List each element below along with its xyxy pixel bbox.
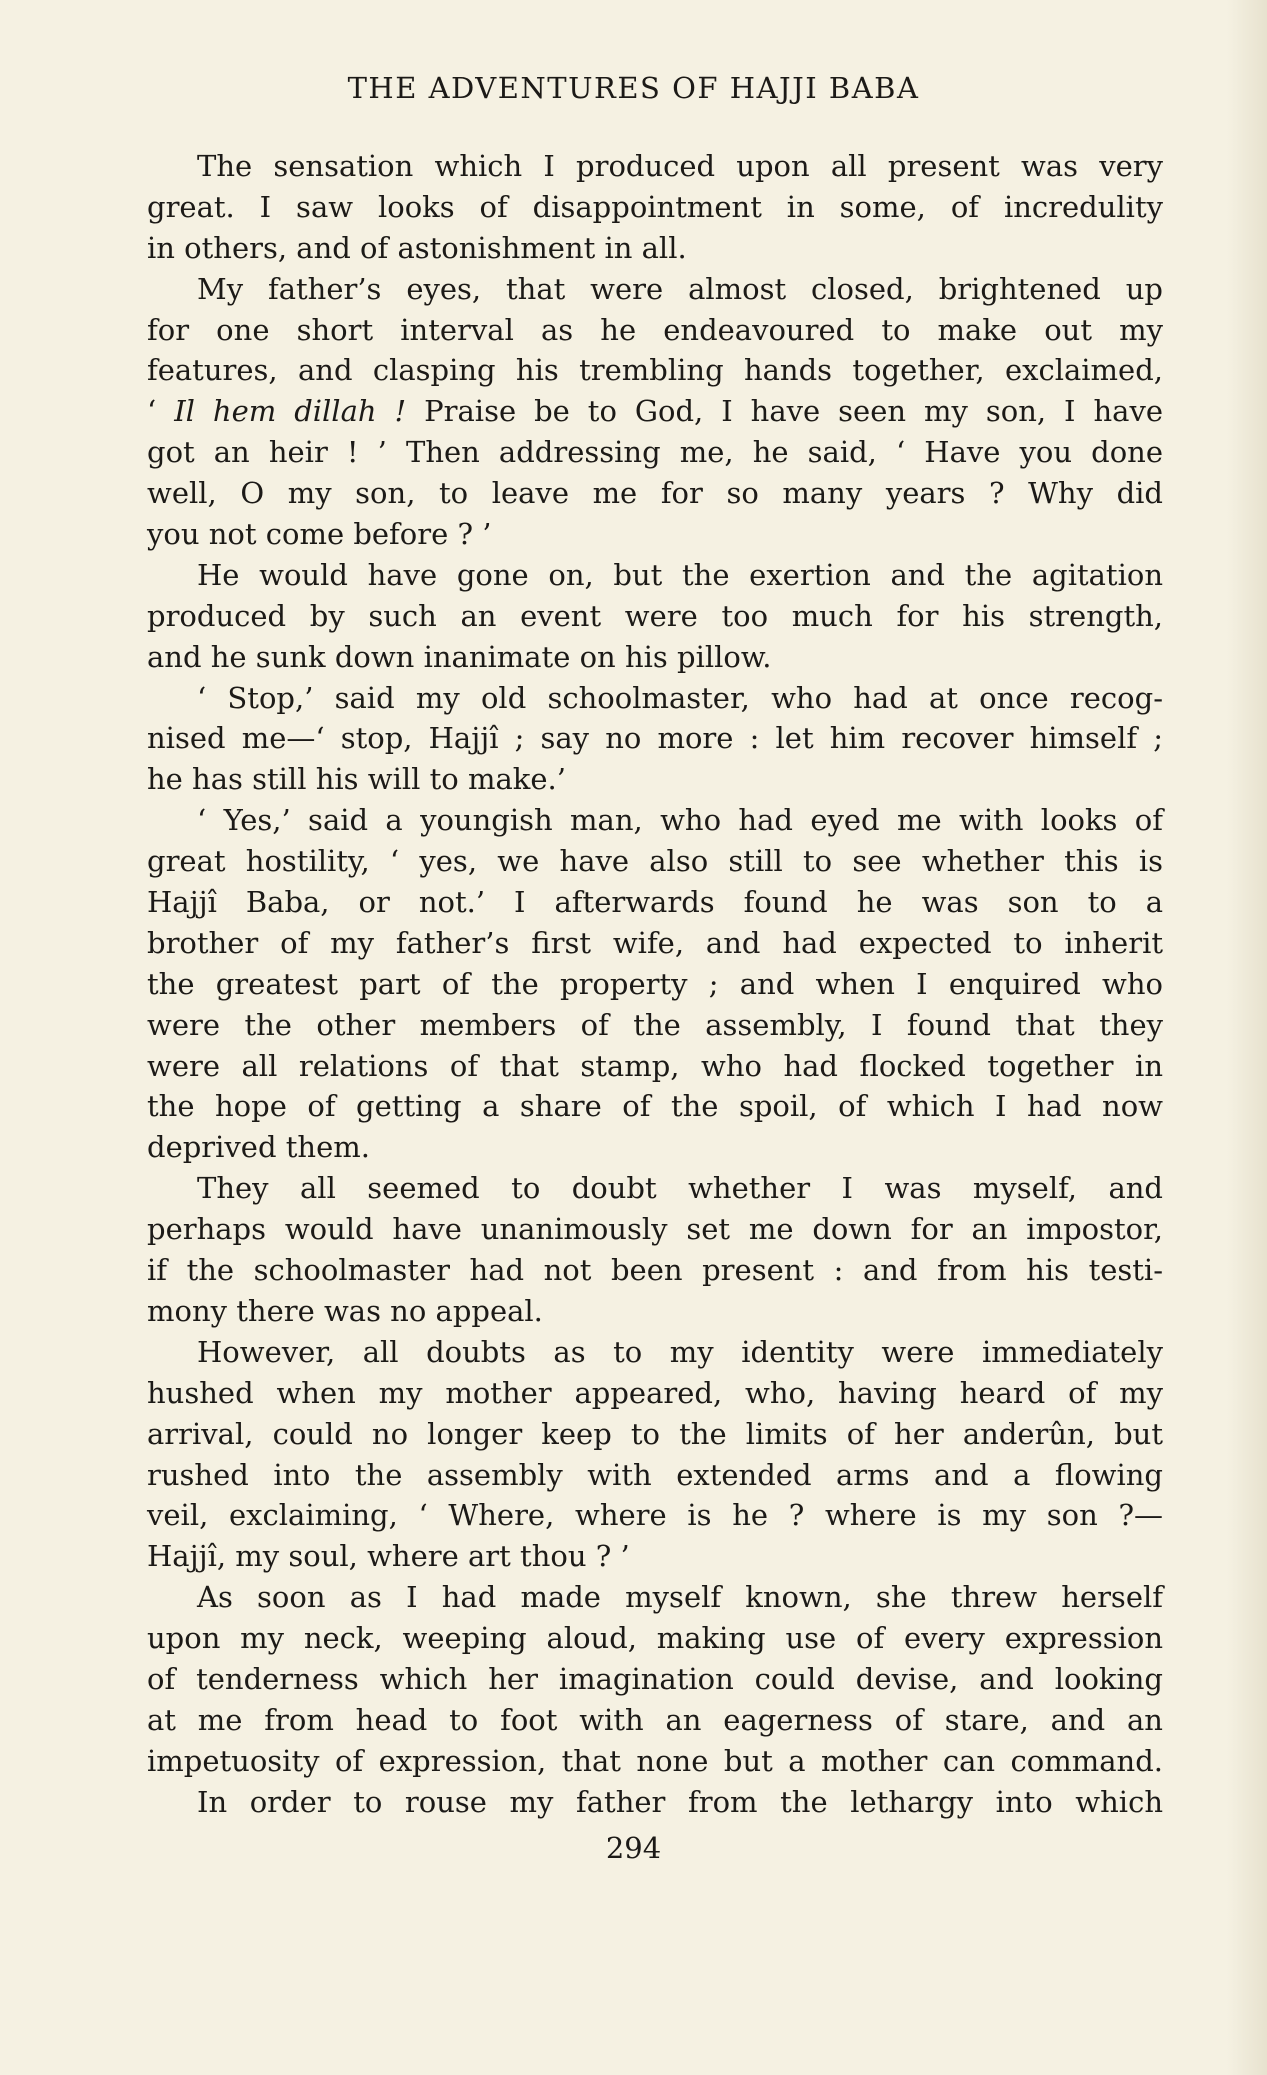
text-line: ‘ Yes,’ said a youngish man, who had eyed me with looks of xyxy=(197,803,1163,838)
text-line: for one short interval as he endeavoured to make out my xyxy=(147,312,1163,347)
text-line: As soon as I had made myself known, she threw herself xyxy=(197,1580,1163,1615)
text-line: mony there was no appeal. xyxy=(147,1293,543,1328)
text-line: if the schoolmaster had not been present : and from his testi- xyxy=(147,1253,1163,1288)
text-line: great hostility, ‘ yes, we have also still to see whether this is xyxy=(147,844,1163,879)
text-line: great. I saw looks of disappointment in some, of incredulity xyxy=(147,189,1163,224)
text-line: well, O my son, to leave me for so many years ? Why did xyxy=(147,476,1163,511)
text-line: He would have gone on, but the exertion and the agitation xyxy=(197,557,1163,592)
text-line: features, and clasping his trembling hands together, exclaimed, xyxy=(147,353,1163,388)
text-line: They all seemed to doubt whether I was myself, and xyxy=(197,1171,1163,1206)
page-edge-shade xyxy=(1227,0,1267,2075)
text-line: you not come before ? ’ xyxy=(147,517,492,552)
text-line: nised me—‘ stop, Hajjî ; say no more : let him recover himself ; xyxy=(147,721,1163,756)
text-line: perhaps would have unanimously set me down for an impostor, xyxy=(147,1212,1163,1247)
running-head: THE ADVENTURES OF HAJJI BABA xyxy=(347,71,920,105)
text-line: upon my neck, weeping aloud, making use of every expression xyxy=(147,1621,1163,1656)
text-line: In order to rouse my father from the lethargy into which xyxy=(197,1784,1163,1819)
text-line: veil, exclaiming, ‘ Where, where is he ? where is my son ?— xyxy=(147,1498,1163,1533)
text-line: deprived them. xyxy=(147,1130,370,1165)
text-line: the greatest part of the property ; and when I enquired who xyxy=(147,966,1163,1001)
text-line: and he sunk down inanimate on his pillow. xyxy=(147,639,772,674)
text-line: the hope of getting a share of the spoil, of which I had now xyxy=(147,1089,1163,1124)
text-line: he has still his will to make.’ xyxy=(147,762,566,797)
text-line: hushed when my mother appeared, who, having heard of my xyxy=(147,1375,1163,1410)
text-line: ‘ Il hem dillah ! Praise be to God, I have seen my son, I have xyxy=(147,394,1163,429)
text-line: Hajjî Baba, or not.’ I afterwards found he was son to a xyxy=(147,885,1163,920)
text-line: of tenderness which her imagination could devise, and looking xyxy=(147,1661,1163,1696)
text-line: Hajjî, my soul, where art thou ? ’ xyxy=(147,1539,630,1574)
text-line: at me from head to foot with an eagerness of stare, and an xyxy=(147,1702,1163,1737)
text-line: got an heir ! ’ Then addressing me, he said, ‘ Have you done xyxy=(147,435,1163,470)
page-number: 294 xyxy=(605,1831,662,1865)
body-text xyxy=(147,146,1163,1823)
text-line: produced by such an event were too much for his strength, xyxy=(147,598,1163,633)
text-line: were the other members of the assembly, I found that they xyxy=(147,1007,1163,1042)
text-line: My father’s eyes, that were almost closed, brightened up xyxy=(197,271,1163,306)
text-line: impetuosity of expression, that none but a mother can command. xyxy=(147,1743,1163,1778)
text-line: arrival, could no longer keep to the limits of her anderûn, but xyxy=(147,1416,1163,1451)
text-line: in others, and of astonishment in all. xyxy=(147,230,687,265)
text-line: However, all doubts as to my identity were immediately xyxy=(197,1334,1163,1369)
text-line: brother of my father’s first wife, and had expected to inherit xyxy=(147,925,1163,960)
text-line: rushed into the assembly with extended arms and a flowing xyxy=(147,1457,1163,1492)
text-line: The sensation which I produced upon all present was very xyxy=(197,149,1163,183)
text-line: were all relations of that stamp, who had flocked together in xyxy=(147,1048,1163,1083)
text-line: ‘ Stop,’ said my old schoolmaster, who had at once recog- xyxy=(197,680,1163,715)
